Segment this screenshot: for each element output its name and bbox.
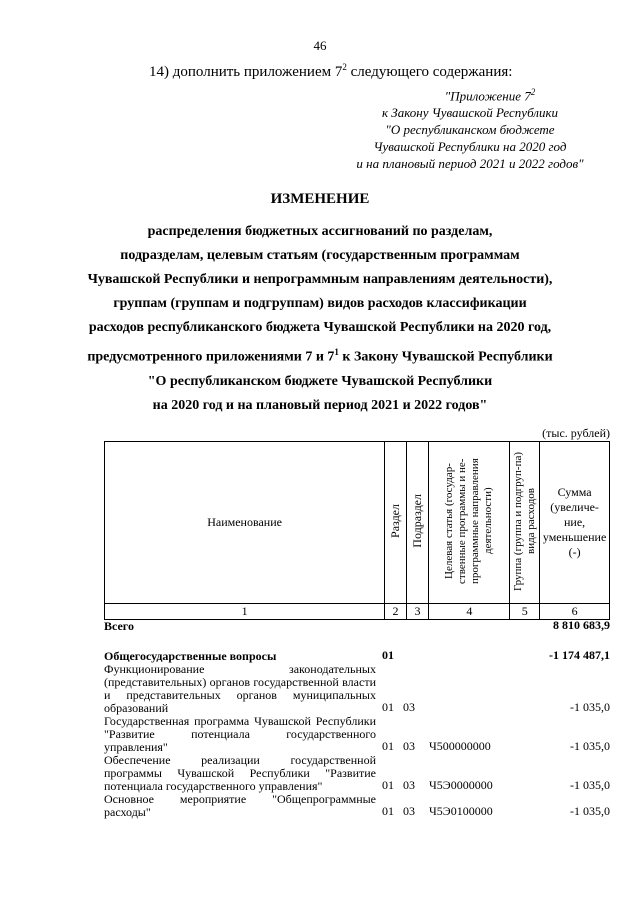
table-row: Общегосударственные вопросы 01 -1 174 487,1 xyxy=(104,648,610,663)
document-subtitle: распределения бюджетных ассигнований по разделам, подразделам, целевым статьям (государственным программам Чувашской Республики и непрограммным направлениям деятельности), группам (группам и подгруппам) видов расходов классификации расходов республиканского бюджета Чувашской Республики на 2020 год, предусмотренного приложениями 7 и $7^1$ к Закону Чувашской Республики "О республиканском бюджете Чувашской Республики на 2020 год и на плановый период 2021 и 2022 годов" xyxy=(87,224,553,413)
header-target: Целевая статья (государ-ственные программы и не-программные направления деятельности) xyxy=(429,442,510,604)
header-group: Группа (группа и подгруп-па) вида расходов xyxy=(510,442,540,604)
table-row: Функционирование законодательных (представительных) органов государственной власти и представительных органов муниципальных образований 01 03 -1 035,0 xyxy=(104,662,610,715)
col-number-4: 4 xyxy=(429,604,510,620)
col-number-1: 1 xyxy=(105,604,385,620)
table-header xyxy=(104,441,610,620)
table-row: Основное мероприятие "Общепрограммные расходы" 01 03 Ч5Э0100000 -1 035,0 xyxy=(104,792,610,819)
page-number: 46 xyxy=(313,38,327,53)
document-title: ИЗМЕНЕНИЕ xyxy=(270,191,370,207)
header-section: Раздел xyxy=(385,442,407,604)
col-number-3: 3 xyxy=(406,604,429,620)
header-subsection: Подраздел xyxy=(406,442,429,604)
col-number-6: 6 xyxy=(540,604,610,620)
table-body xyxy=(104,620,610,819)
units-label: (тыс. рублей) xyxy=(542,426,610,440)
col-number-2: 2 xyxy=(385,604,407,620)
col-number-5: 5 xyxy=(510,604,540,620)
header-name: Наименование xyxy=(105,442,385,604)
header-sum: Сумма (увеличе-ние, уменьшение (-) xyxy=(540,442,610,604)
table-row: Всего 8 810 683,9 xyxy=(104,618,610,633)
table-row: Государственная программа Чувашской Республики "Развитие потенциала государственного управления" 01 03 Ч500000000 -1 035,0 xyxy=(104,714,610,754)
table-row: Обеспечение реализации государственной программы Чувашской Республики "Развитие потенциала государственного управления" 01 03 Ч5Э0000000 -1 035,0 xyxy=(104,753,610,793)
amendment-text: 14) дополнить приложением $7^2$ следующего содержания: xyxy=(149,62,513,80)
epigraph: "Приложение $7^2$ к Закону Чувашской Республики "О республиканском бюджете Чувашской Республики на 2020 год и на плановый период 2021 и 2022 годов" xyxy=(356,87,584,172)
